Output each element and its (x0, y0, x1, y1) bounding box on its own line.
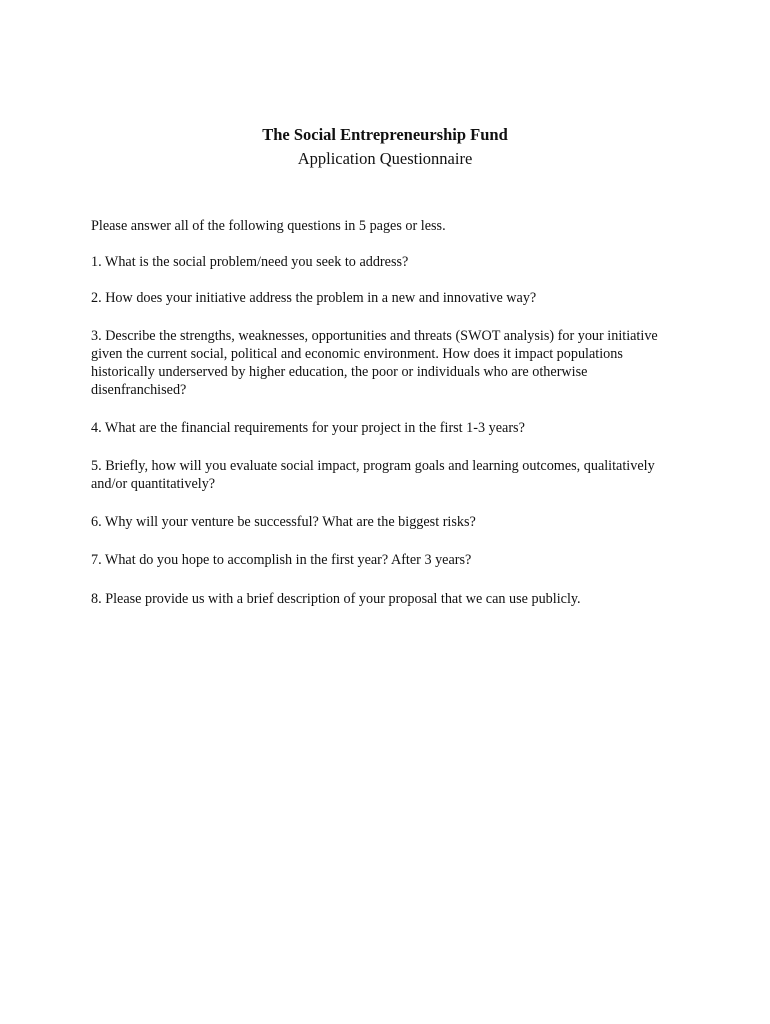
question-7: 7. What do you hope to accomplish in the first year? After 3 years? (91, 552, 472, 568)
document-subtitle: Application Questionnaire (297, 149, 473, 168)
question-8: 8. Please provide us with a brief description of your proposal that we can use publicly. (91, 591, 581, 607)
question-5: 5. Briefly, how will you evaluate social impact, program goals and learning outcomes, qualitatively and/or quantitatively? (91, 458, 655, 492)
question-6: 6. Why will your venture be successful? What are the biggest risks? (91, 514, 476, 530)
question-4: 4. What are the financial requirements for your project in the first 1-3 years? (91, 420, 525, 436)
instructions-text: Please answer all of the following questions in 5 pages or less. (91, 218, 446, 234)
question-2: 2. How does your initiative address the problem in a new and innovative way? (91, 290, 537, 306)
document-title: The Social Entrepreneurship Fund (262, 125, 508, 144)
question-3: 3. Describe the strengths, weaknesses, opportunities and threats (SWOT analysis) for your initiative given the current social, political and economic environment. How does it impact populations historically underserved by higher education, the poor or individuals who are otherwise disenfranchised? (91, 328, 658, 398)
question-1: 1. What is the social problem/need you seek to address? (91, 254, 409, 270)
